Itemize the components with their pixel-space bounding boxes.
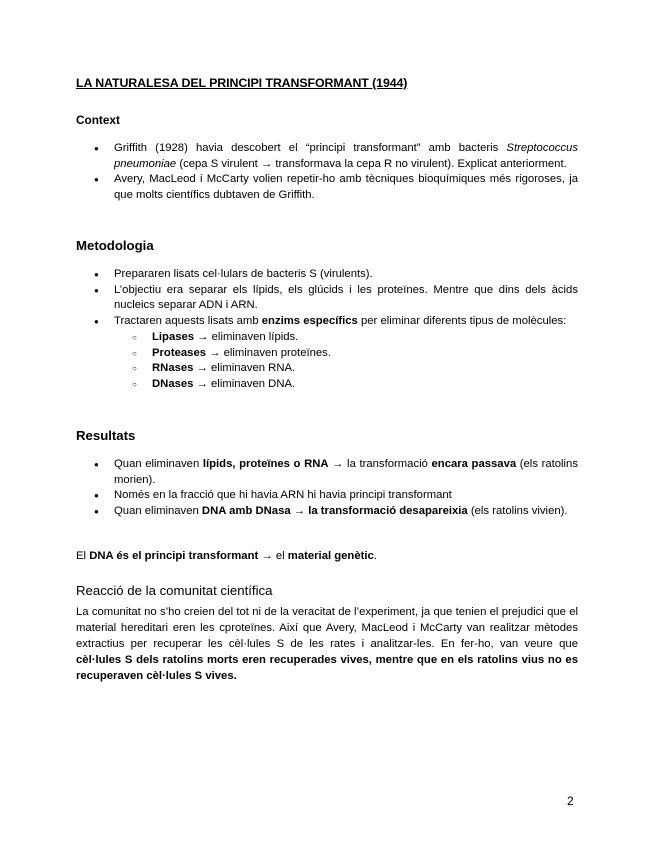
document-title: LA NATURALESA DEL PRINCIPI TRANSFORMANT (1944)	[76, 76, 408, 90]
list-item: ● Només en la fracció que hi havia ARN hi havia principi transformant	[76, 488, 578, 504]
list-item: ● Quan eliminaven lípids, proteïnes o RNA → la transformació encara passava (els ratolins morien).	[76, 457, 578, 488]
heading-resultats: Resultats	[76, 428, 136, 443]
metodologia-list	[76, 267, 578, 393]
resultats-list	[76, 457, 578, 520]
reaccio-paragraph: La comunitat no s’ho creien del tot ni de la veracitat de l’experiment, ja que tenien el prejudici que el material hereditari eren les cproteïnes. Així que Avery, MacLeod i McCarty van realitzar mètodes extractius per recuperar les cèl·lules S de les rates i analitzar-les. En fer-ho, van veure que cèl·lules S dels ratolins morts eren recuperades vives, mentre que en els ratolins vius no es recuperaven cèl·lules S vives.	[76, 606, 578, 682]
page-number: 2	[567, 794, 574, 808]
heading-reaccio: Reacció de la comunitat científica	[76, 583, 273, 598]
heading-context: Context	[76, 113, 120, 127]
conclusion: El DNA és el principi transformant → el material genètic.	[76, 550, 377, 562]
sublist-item: ○ DNases → eliminaven DNA.	[114, 377, 578, 393]
list-item: ● Prepararen lisats cel·lulars de bacteris S (virulents).	[76, 267, 578, 283]
context-list	[76, 141, 578, 204]
sublist-item: ○ RNases → eliminaven RNA.	[114, 361, 578, 377]
list-item: ● L’objectiu era separar els lípids, els glúcids i les proteïnes. Mentre que dins dels àcids nucleics separar ADN i ARN.	[76, 283, 578, 314]
sublist-item: ○ Lipases → eliminaven lípids.	[114, 330, 578, 346]
sublist-item: ○ Proteases → eliminaven proteïnes.	[114, 346, 578, 362]
list-item: ● Griffith (1928) havia descobert el “principi transformant” amb bacteris Streptococcus pneumoniae (cepa S virulent → transformava la cepa R no virulent). Explicat anteriorment.	[76, 141, 578, 172]
list-item: ● Tractaren aquests lisats amb enzims específics per eliminar diferents tipus de molècules: ○ Lipases → eliminaven lípids. ○ Proteases → eliminaven proteïnes. ○ RNases → eliminaven RNA. ○ DNases → eliminaven DNA.	[76, 314, 578, 393]
heading-metodologia: Metodologia	[76, 238, 154, 253]
list-item: ● Avery, MacLeod i McCarty volien repetir-ho amb tècniques bioquímiques més rigoroses, ja que molts científics dubtaven de Griffith.	[76, 172, 578, 203]
list-item: ● Quan eliminaven DNA amb DNasa → la transformació desapareixia (els ratolins vivien).	[76, 504, 578, 520]
enzyme-sublist	[114, 330, 578, 393]
species-name: Streptococcus pneumoniae	[114, 142, 578, 170]
